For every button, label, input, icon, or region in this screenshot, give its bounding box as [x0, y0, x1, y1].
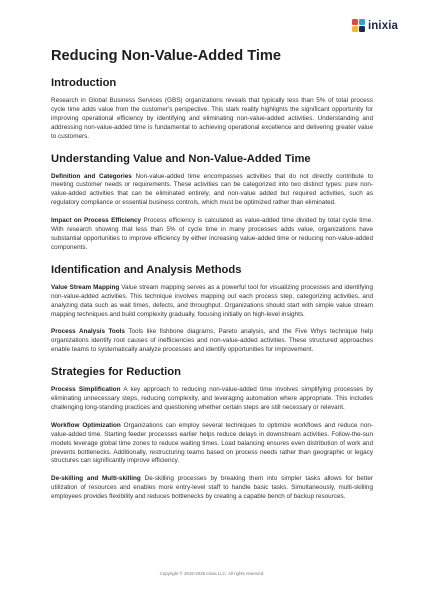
paragraph — [51, 328, 373, 355]
paragraph-term: Process Analysis Tools — [51, 328, 125, 336]
inixia-logo-icon — [352, 19, 365, 32]
paragraph — [51, 173, 373, 209]
paragraph-term: Process Simplification — [51, 386, 121, 394]
page-title: Reducing Non-Value-Added Time — [51, 48, 282, 64]
section-introduction — [51, 76, 373, 142]
logo-square-red — [352, 19, 358, 25]
section-heading: Strategies for Reduction — [51, 366, 181, 379]
paragraph-term: De-skilling and Multi-skilling — [51, 475, 141, 483]
paragraph — [51, 217, 373, 253]
logo-square-navy — [359, 26, 365, 32]
paragraph-term: Definition and Categories — [51, 172, 132, 180]
paragraph-term: Impact on Process Efficiency — [51, 217, 142, 225]
paragraph-text: Process efficiency is calculated as value-added time divided by total cycle time. With research showing that less than 5% of cycle time in many processes adds value, organizations have substantial opportunities to improve efficiency by either increasing value-added time or reducing non-value-added components. — [51, 217, 374, 251]
paragraph-term: Workflow Optimization — [51, 421, 121, 429]
brand-name: inixia — [367, 19, 398, 32]
logo-square-blue — [359, 19, 365, 25]
paragraph — [51, 386, 373, 413]
section-understanding — [51, 152, 373, 253]
logo-square-yellow — [352, 26, 358, 32]
paragraph-text: Value stream mapping serves as a powerful tool for visualizing processes and identifying non-value-added activities. This technique involves mapping out each process step, categorizing activities, and analyzing data such as wait times, defects, and throughput. Organizations should start with simple value stream mapping techniques and build complexity gradually, focusing initially on high-level insights. — [51, 283, 373, 318]
paragraph — [51, 475, 373, 502]
paragraph-term: Value Stream Mapping — [51, 283, 120, 291]
paragraph-text: Tools like fishbone diagrams, Pareto analysis, and the Five Whys technique help organizations identify root causes of inefficiencies and non-value-added activities. These structured approaches enable teams to systematically analyze processes and identify opportunities for improvement. — [51, 328, 373, 354]
section-strategies — [51, 365, 373, 502]
paragraph: Research in Global Business Services (GBS) organizations reveals that typically less than 5% of total process cycle time adds value from the customer's perspective. This stark reality highlights the significant opportunity for improving operational efficiency by identifying and eliminating non-value-added activities. Understanding and addressing non-value-added time is fundamental to achieving operational excellence and delivering greater value to customers. — [51, 97, 373, 140]
paragraph — [51, 422, 373, 467]
document-content — [51, 47, 373, 512]
section-heading: Identification and Analysis Methods — [51, 263, 242, 276]
paragraph-text: De-skilling processes by breaking them into simpler tasks allows for better utilization of resources and enables more entry-level staff to handle basic tasks. Simultaneously, multi-skilling employees provides flexibility and reduces bottlenecks by creating a capable bench of backup resources. — [51, 475, 373, 501]
paragraph-text: Organizations can employ several techniques to optimize workflows and reduce non-value-added time. Starting feeder processes earlier helps reduce delays in downstream activities. Follow-the-sun models leverage global time zones to reduce waiting times. Load balancing ensures even distribution of work and prevents bottlenecks. Additionally, restructuring teams based on process needs rather than geographic or legacy structures can significantly improve efficiency. — [51, 421, 374, 465]
copyright-footer: Copyright © 2016-2025 Inixia LLC. All rights reserved. — [159, 571, 265, 576]
brand-logo — [352, 19, 398, 32]
section-identification — [51, 263, 373, 355]
paragraph-text: Non-value-added time encompasses activities that do not directly contribute to meeting customer needs or requirements. These activities can be categorized into two distinct types: pure non-value-added activities that can be eliminated entirely, and non-value added but required activities, such as regulatory compliance or essential business controls, which must be optimized rather than eliminated. — [51, 172, 373, 207]
section-heading: Introduction — [51, 77, 117, 89]
paragraph-text: A key approach to reducing non-value-added time involves simplifying processes by eliminating unnecessary steps, reducing complexity, and leveraging automation where appropriate. This includes challenging long-standing practices and questioning whether certain steps are still necessary or relevant. — [51, 386, 373, 411]
paragraph — [51, 284, 373, 320]
section-heading: Understanding Value and Non-Value-Added Time — [51, 152, 311, 165]
